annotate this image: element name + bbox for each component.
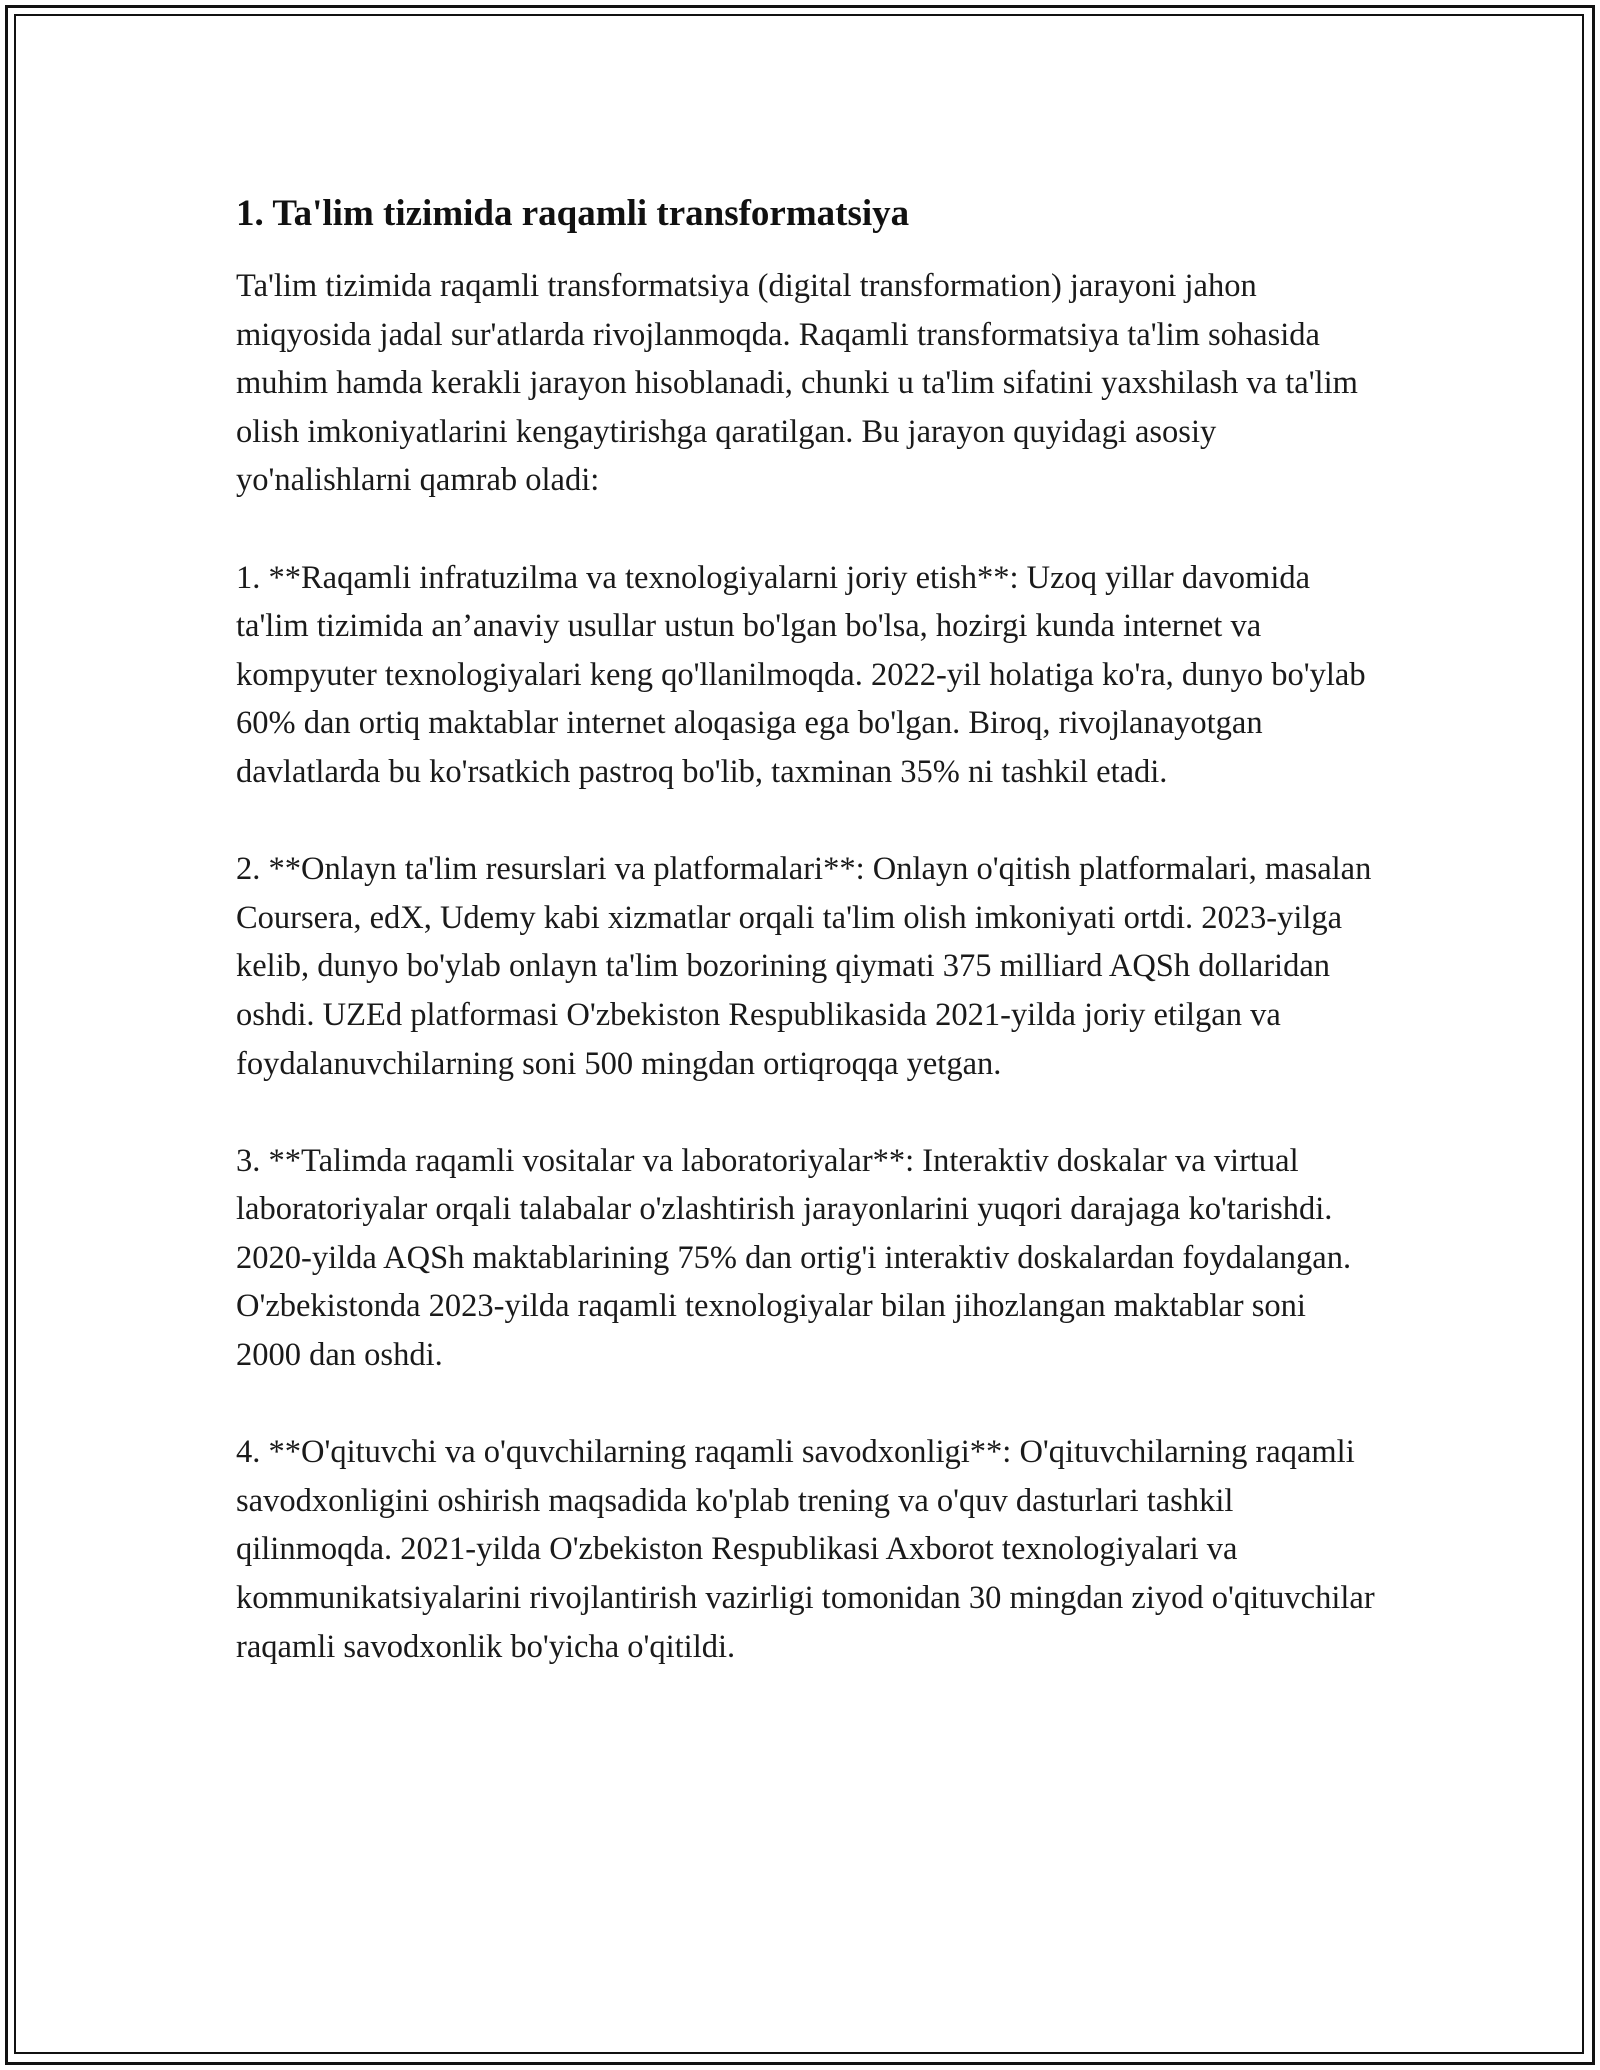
list-item-infrastructure: 1. **Raqamli infratuzilma va texnologiyalarni joriy etish**: Uzoq yillar davomida ta'lim tizimida an’anaviy usullar ustun bo'lgan bo'lsa, hozirgi kunda internet va kompyuter texnologiyalari keng qo'llanilmoqda. 2022-yil holatiga ko'ra, dunyo bo'ylab 60% dan ortiq maktablar internet aloqasiga ega bo'lgan. Biroq, rivojlanayotgan davlatlarda bu ko'rsatkich pastroq bo'lib, taxminan 35% ni tashkil etadi. xyxy=(236,559,1366,790)
section-heading: 1. Ta'lim tizimida raqamli transformatsiya xyxy=(236,193,910,234)
list-item-digital-tools: 3. **Talimda raqamli vositalar va laboratoriyalar**: Interaktiv doskalar va virtual laboratoriyalar orqali talabalar o'zlashtirish jarayonlarini yuqori darajaga ko'tarishdi. 2020-yilda AQSh maktablarining 75% dan ortig'i interaktiv doskalardan foydalangan. O'zbekistonda 2023-yilda raqamli texnologiyalar bilan jihozlangan maktablar soni 2000 dan oshdi. xyxy=(236,1142,1352,1374)
document-body xyxy=(236,186,1376,1720)
intro-paragraph: Ta'lim tizimida raqamli transformatsiya (digital transformation) jarayoni jahon miqyosida jadal sur'atlarda rivojlanmoqda. Raqamli transformatsiya ta'lim sohasida muhim hamda kerakli jarayon hisoblanadi, chunki u ta'lim sifatini yaxshilash va ta'lim olish imkoniyatlarini kengaytirishga qaratilgan. Bu jarayon quyidagi asosiy yo'nalishlarni qamrab oladi: xyxy=(236,268,1358,499)
list-item-online-platforms: 2. **Onlayn ta'lim resurslari va platformalari**: Onlayn o'qitish platformalari, masalan Coursera, edX, Udemy kabi xizmatlar orqali ta'lim olish imkoniyati ortdi. 2023-yilga kelib, dunyo bo'ylab onlayn ta'lim bozorining qiymati 375 milliard AQSh dollaridan oshdi. UZEd platformasi O'zbekiston Respublikasida 2021-yilda joriy etilgan va foydalanuvchilarning soni 500 mingdan ortiqroqqa yetgan. xyxy=(236,851,1372,1082)
list-item-digital-literacy: 4. **O'qituvchi va o'quvchilarning raqamli savodxonligi**: O'qituvchilarning raqamli savodxonligini oshirish maqsadida ko'plab trening va o'quv dasturlari tashkil qilinmoqda. 2021-yilda O'zbekiston Respublikasi Axborot texnologiyalari va kommunikatsiyalarini rivojlantirish vazirligi tomonidan 30 mingdan ziyod o'qituvchilar raqamli savodxonlik bo'yicha o'qitildi. xyxy=(236,1434,1375,1665)
